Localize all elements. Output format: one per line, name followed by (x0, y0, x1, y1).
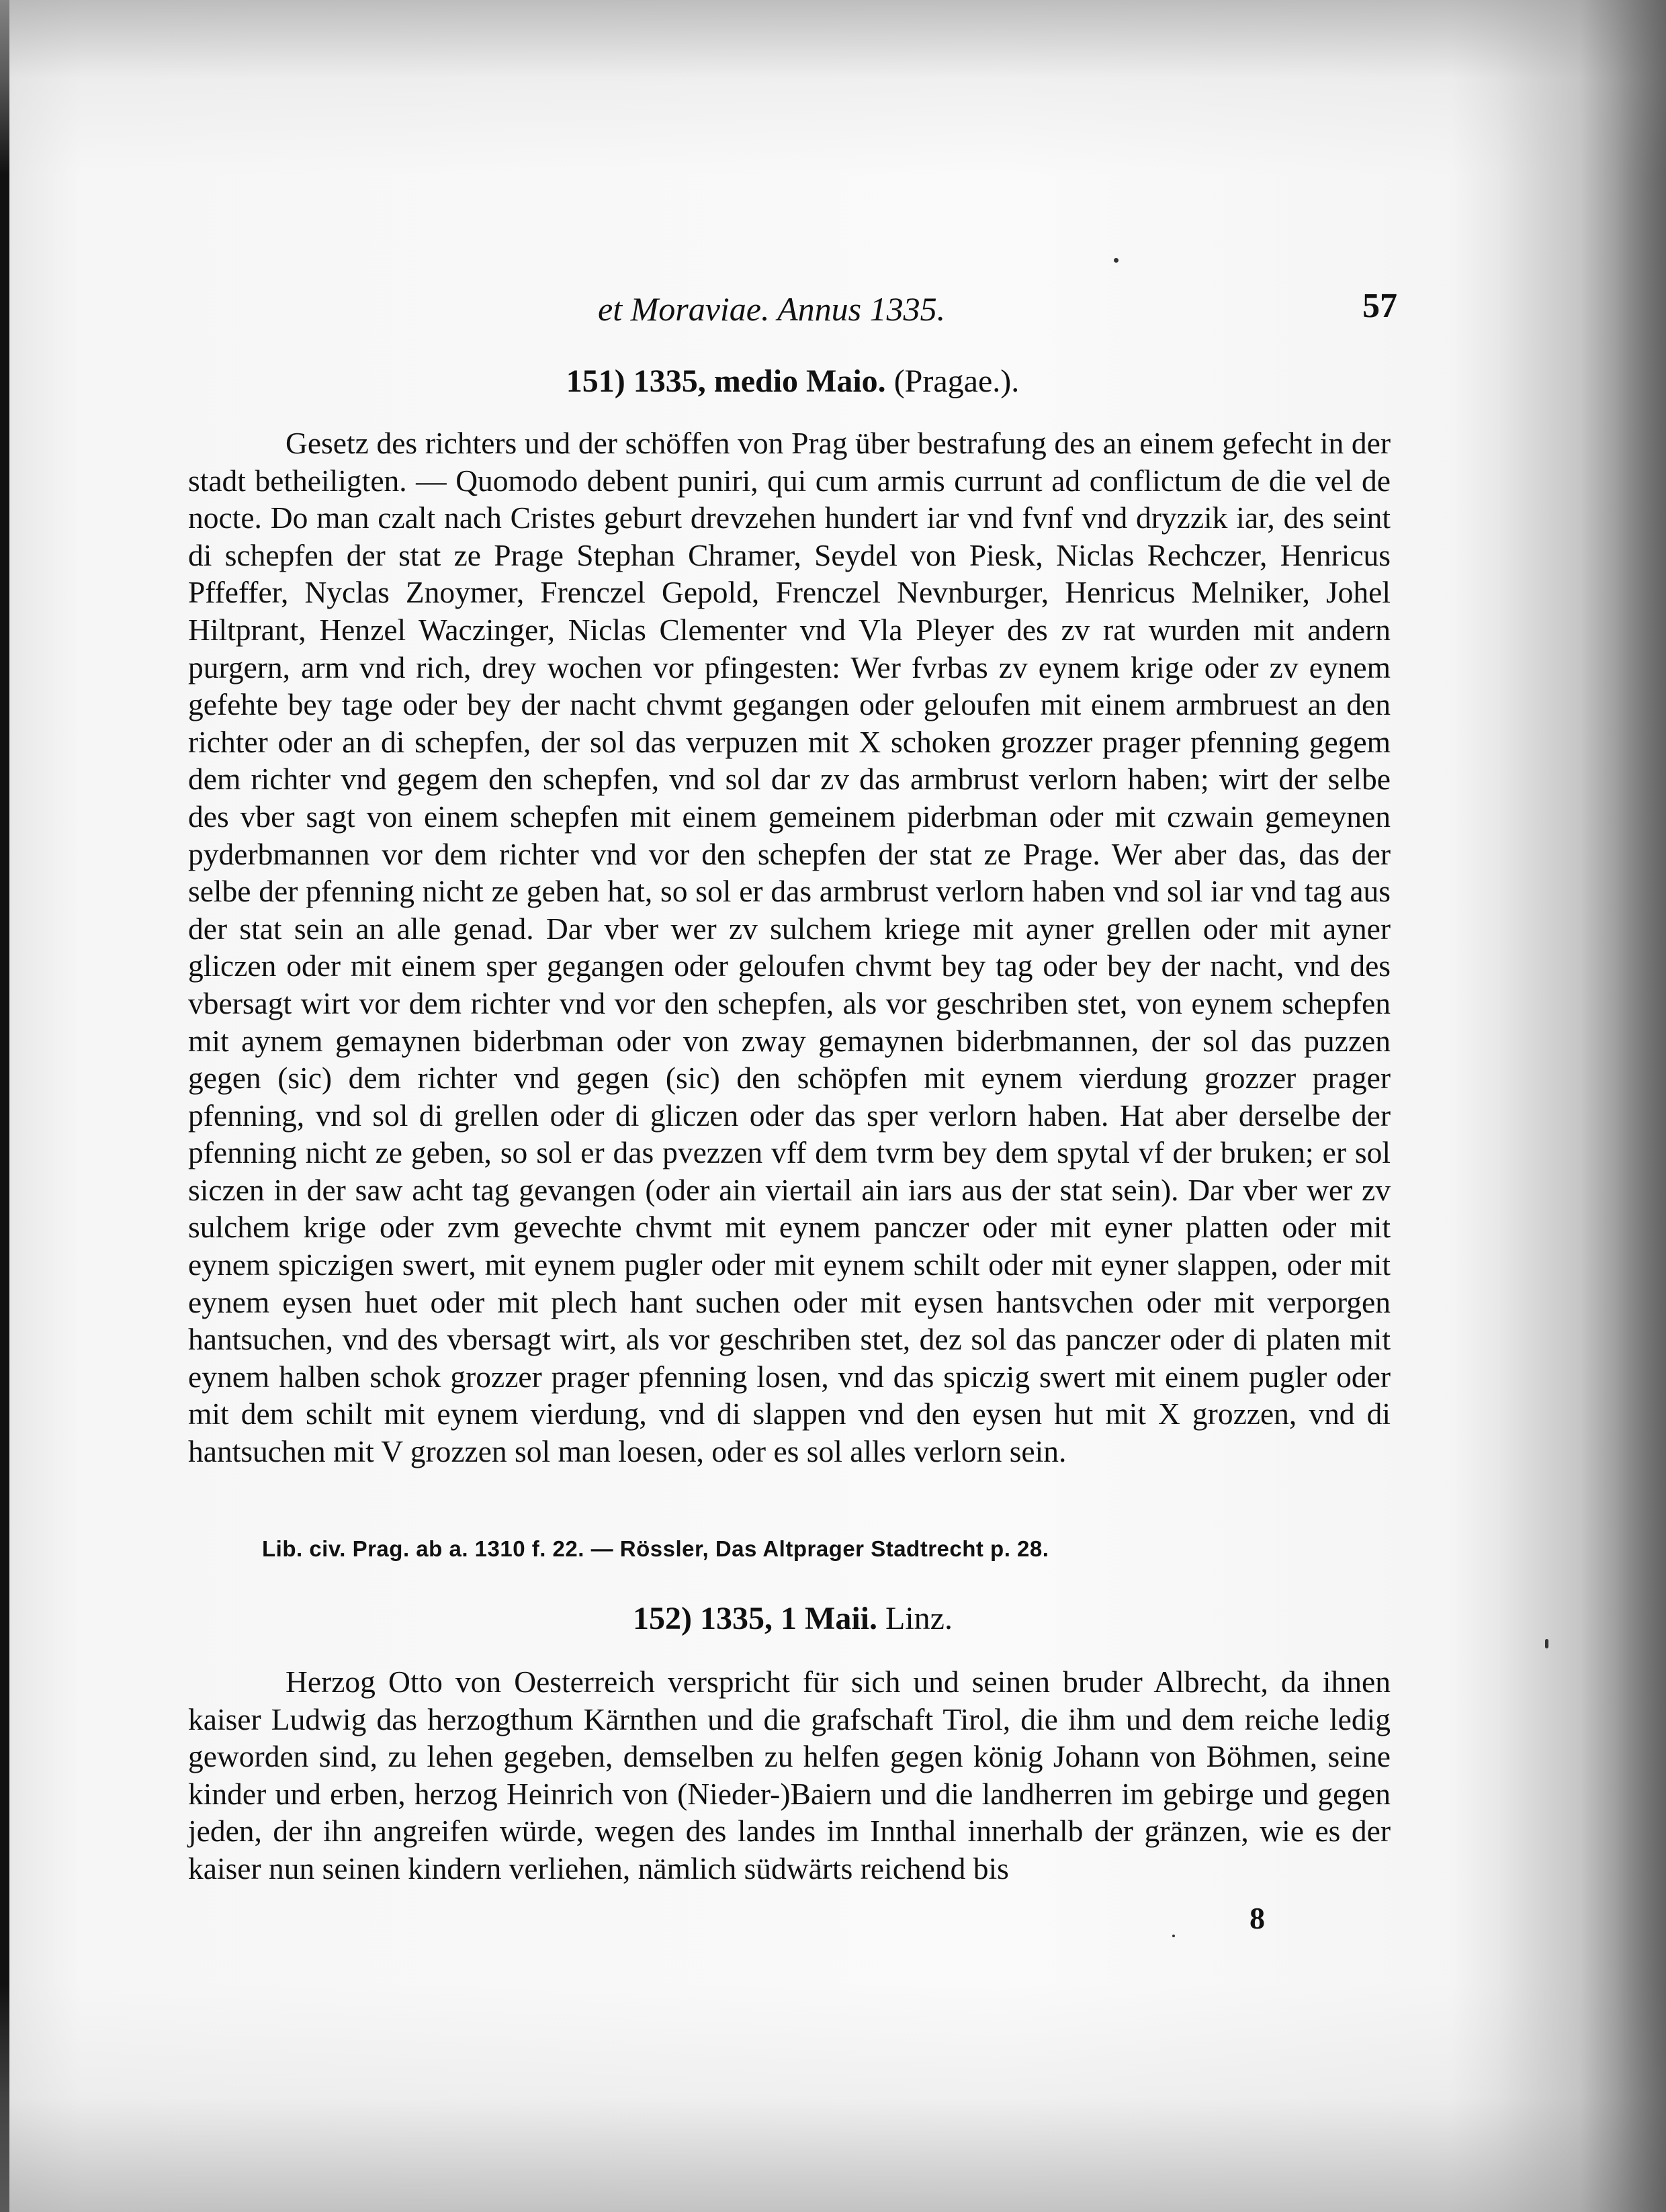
scan-shadow-bottom (0, 1984, 1666, 2212)
document-151-source: Lib. civ. Prag. ab a. 1310 f. 22. — Rössler, Das Altprager Stadtrecht p. 28. (262, 1536, 1049, 1561)
document-151-heading (188, 361, 1397, 402)
scan-speck (1545, 1639, 1548, 1648)
document-151-text: Gesetz des richters und der schöffen von Prag über bestrafung des an einem gefecht in der stadt betheiligten. — Quomodo debent puniri, qui cum armis currunt ad conflictum de die vel de nocte. Do man czalt nach Cristes geburt drevzehen hundert iar vnd fvnf vnd dryzzik iar, des seint di schepfen der stat ze Prage Stephan Chramer, Seydel von Piesk, Niclas Rechczer, Henricus Pffeffer, Nyclas Znoymer, Frenczel Gepold, Frenczel Nevnburger, Henricus Melniker, Johel Hiltprant, Henzel Waczinger, Niclas Clementer vnd Vla Pleyer des zv rat wurden mit andern purgern, arm vnd rich, drey wochen vor pfingesten: Wer fvrbas zv eynem krige oder zv eynem gefehte bey tage oder bey der nacht chvmt gegangen oder geloufen mit einem armbruest an den richter oder an di schepfen, der sol das verpuzen mit X schoken grozzer prager pfenning gegem dem richter vnd gegem den schepfen, vnd sol dar zv das armbrust verlorn haben; wirt der selbe des vber sagt von einem schepfen mit einem gemeinem piderbman oder mit czwain gemeynen pyderbmannen vor dem richter vnd vor den schepfen der stat ze Prage. Wer aber das, das der selbe der pfenning nicht ze geben hat, so sol er das armbrust verlorn haben vnd sol iar vnd tag aus der stat sein an alle genad. Dar vber wer zv sulchem kriege mit ayner grellen oder mit ayner gliczen oder mit einem sper gegangen oder geloufen chvmt bey tag oder bey der nacht, vnd des vbersagt wirt vor dem richter vnd vor den schepfen, als vor geschriben stet, von eynem schepfen mit aynem gemaynen biderbman oder von zway gemaynen biderbmannen, der sol das puzzen gegen (sic) dem richter vnd gegen (sic) den schöpfen mit eynem vierdung grozzer prager pfenning, vnd sol di grellen oder di gliczen oder das sper verlorn haben. Hat aber derselbe der pfenning nicht ze geben, so sol er das pvezzen vff dem tvrm bey dem spytal vf der bruken; er sol siczen in der saw acht tag gevangen (oder ain viertail ain iars aus der stat sein). Dar vber wer zv sulchem krige oder zvm gevechte chvmt mit eynem panczer oder mit eyner platten oder mit eynem spiczigen swert, mit eynem pugler oder mit eynem schilt oder mit eyner slappen, oder mit eynem eysen huet oder mit plech hant suchen oder mit eysen hantsvchen oder mit verporgen hantsuchen, vnd des vbersagt wirt, als vor geschriben stet, dez sol das panczer oder di platen mit eynem halben schok grozzer prager pfenning losen, vnd das spiczig swert mit einem pugler oder mit dem schilt mit eynem vierdung, vnd di slappen vnd den eysen hut mit X grozzen, vnd di hantsuchen mit V grozzen sol man loesen, oder es sol alles verlorn sein. (188, 426, 1391, 1469)
document-152-place: Linz. (885, 1601, 953, 1636)
document-152-text: Herzog Otto von Oesterreich verspricht für sich und seinen bruder Albrecht, da ihnen kaiser Ludwig das herzogthum Kärnthen und die grafschaft Tirol, die ihm und dem reiche ledig geworden sind, zu lehen gegeben, demselben zu helfen gegen könig Johann von Böhmen, seine kinder und erben, herzog Heinrich von (Nieder-)Baiern und die landherren im gebirge und gegen jeden, der ihn angreifen würde, wegen des landes im Innthal innerhalb der gränzen, wie es der kaiser nun seinen kindern verliehen, nämlich südwärts reichend bis (188, 1665, 1391, 1886)
document-151-number: 151) 1335, medio Maio. (566, 363, 886, 399)
document-152-body (188, 1663, 1391, 1888)
scan-shadow-top (0, 0, 1666, 175)
document-152-number: 152) 1335, 1 Maii. (633, 1601, 877, 1636)
running-title: et Moraviae. Annus 1335. (598, 290, 946, 328)
document-152-heading (188, 1599, 1397, 1639)
page-number: 57 (1362, 287, 1397, 325)
document-151-place: (Pragae.). (893, 363, 1020, 399)
scan-speck (1114, 258, 1119, 263)
signature-mark: 8 (1250, 1901, 1265, 1935)
scan-shadow-right (1451, 0, 1666, 2212)
scan-speck (1172, 1935, 1175, 1937)
document-151-body (188, 425, 1391, 1470)
